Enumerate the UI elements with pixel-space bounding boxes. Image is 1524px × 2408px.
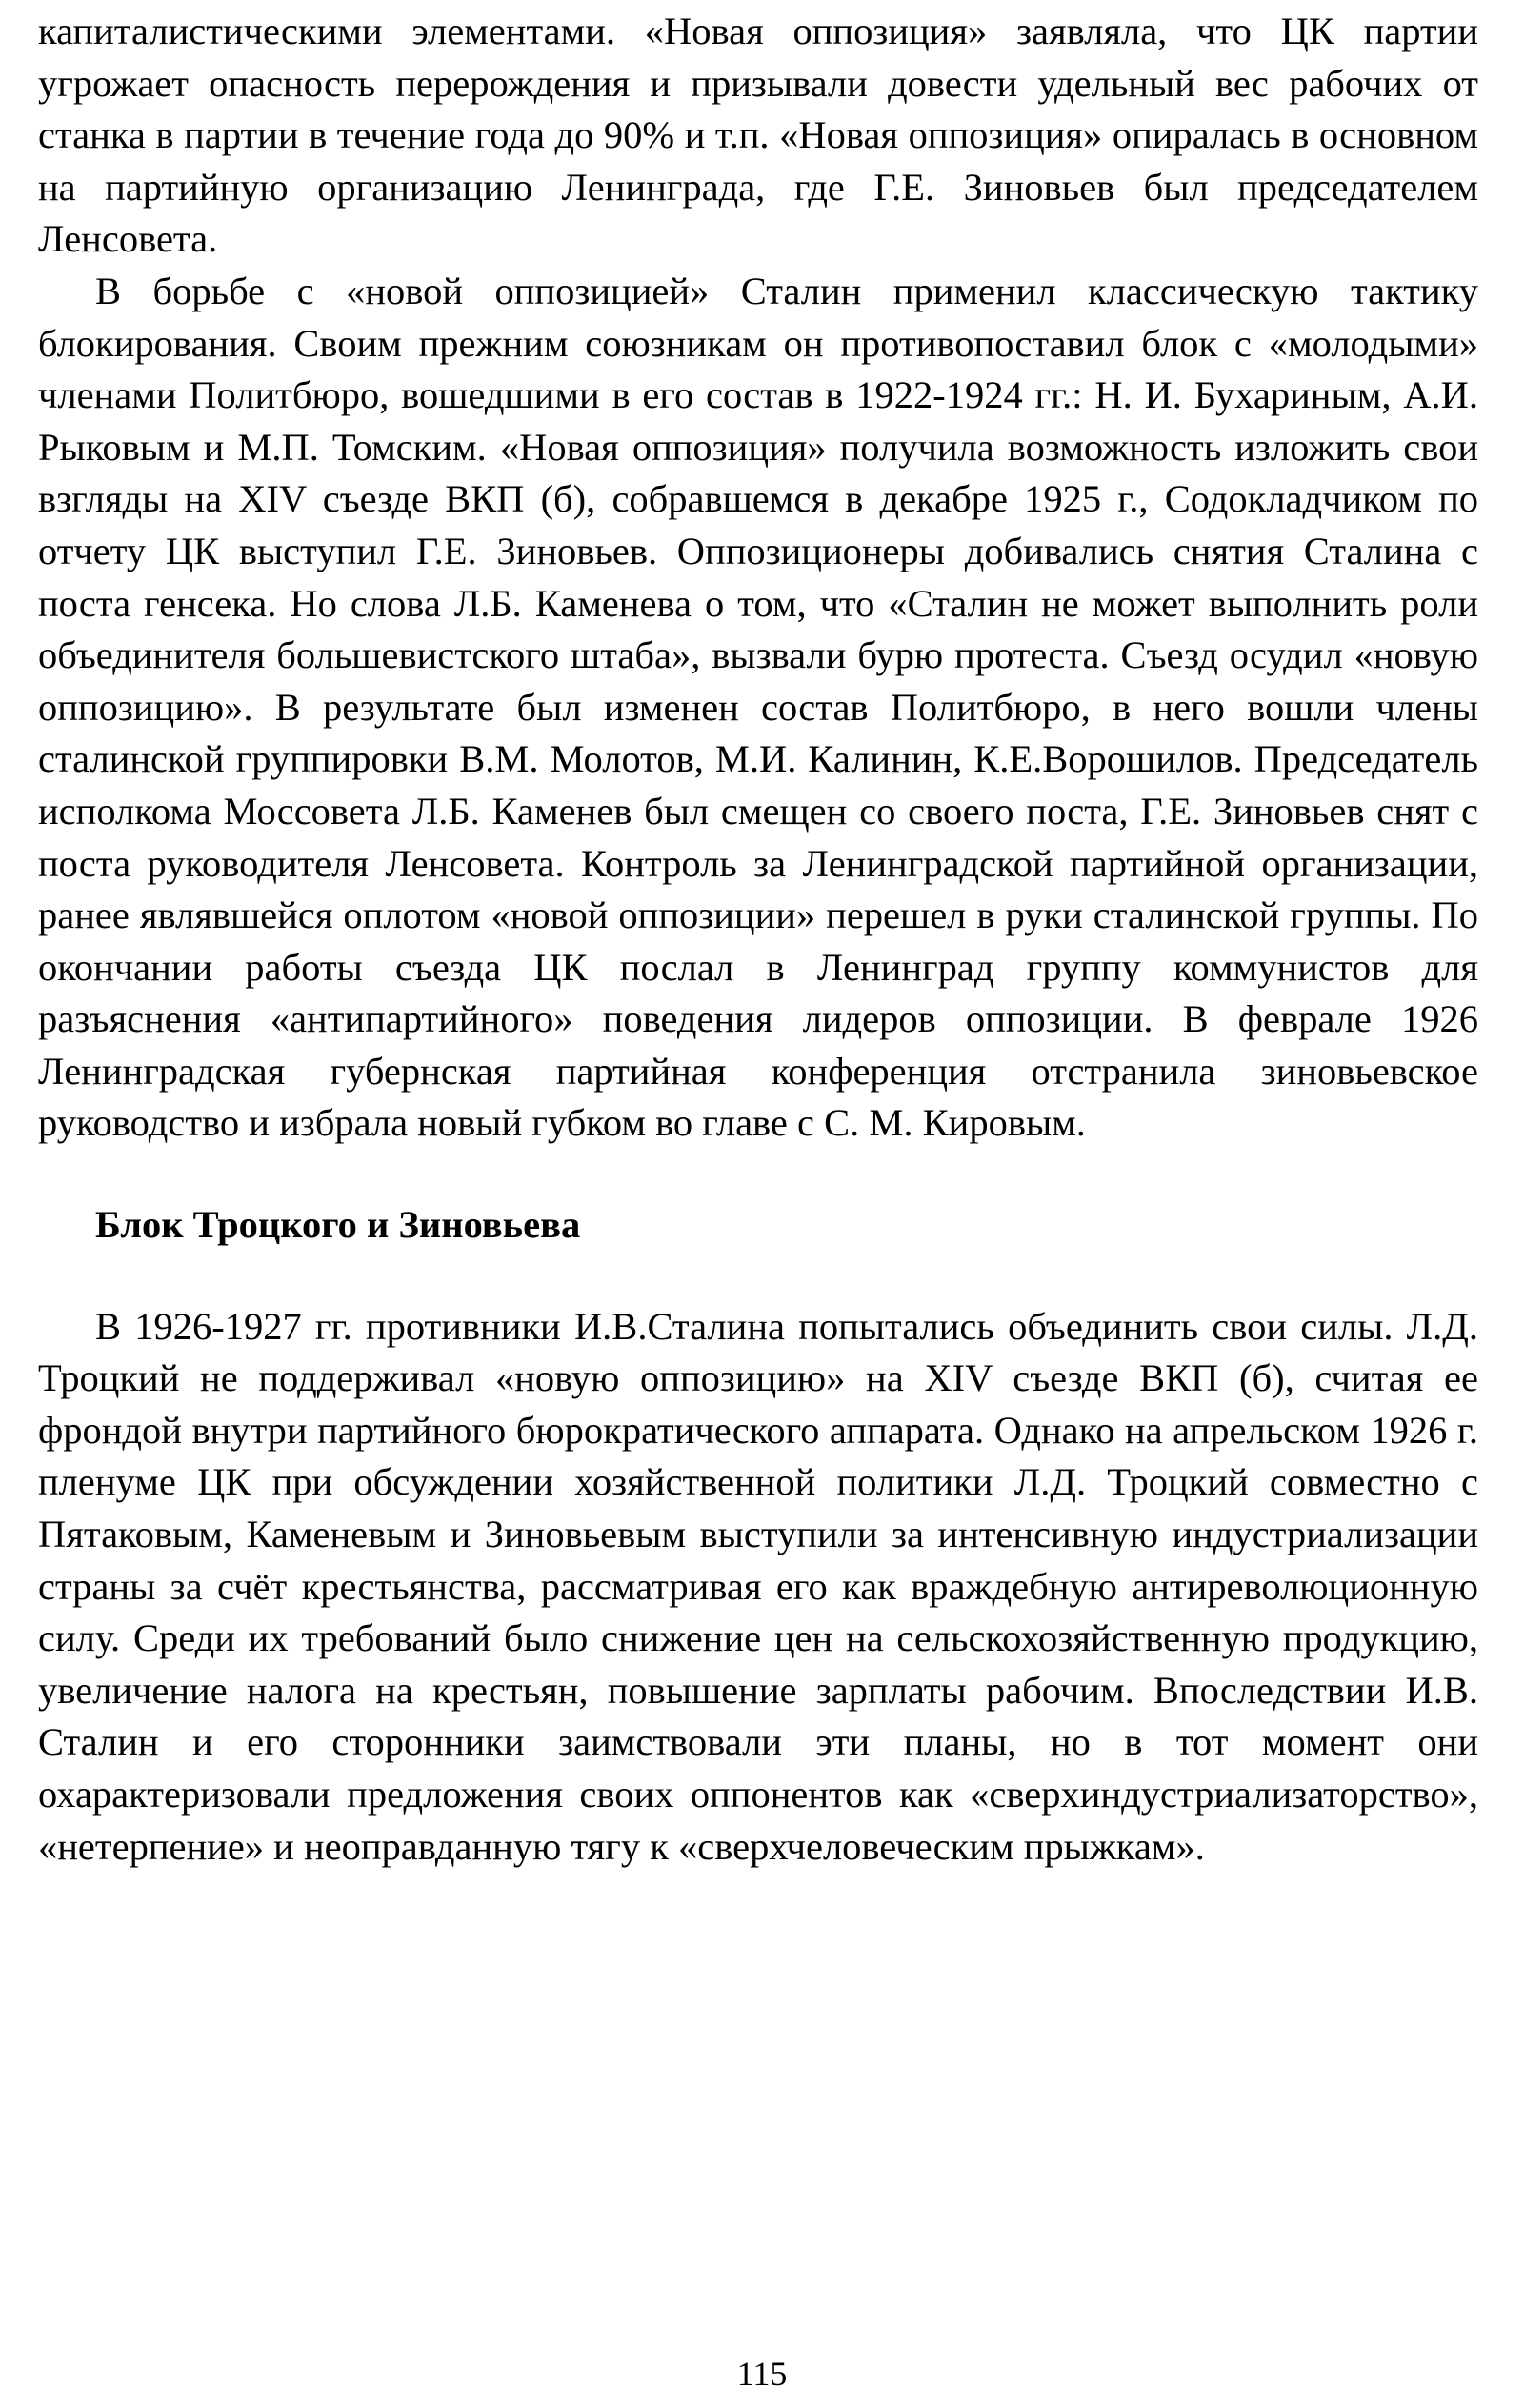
spacer bbox=[38, 1150, 1478, 1199]
paragraph-new-opposition-struggle: В борьбе с «новой оппозицией» Сталин применил классическую тактику блокирования. Своим прежним союзникам он противопоставил блок с «молодыми» членами Политбюро, вошедшими в его состав в 1922-1924 гг.: Н. И. Бухариным, А.И. Рыковым и М.П. Томским. «Новая оппозиция» получила возможность изложить свои взгляды на XIV съезде ВКП (б), собравшемся в декабре 1925 г., Содокладчиком по отчету ЦК выступил Г.Е. Зиновьев. Оппозиционеры добивались снятия Сталина с поста генсека. Но слова Л.Б. Каменева о том, что «Сталин не может выполнить роли объединителя большевистского штаба», вызвали бурю протеста. Съезд осудил «новую оппозицию». В результате был изменен состав Политбюро, в него вошли члены сталинской группировки В.М. Молотов, М.И. Калинин, К.Е.Ворошилов. Председатель исполкома Моссовета Л.Б. Каменев был смещен со своего поста, Г.Е. Зиновьев снят с поста руководителя Ленсовета. Контроль за Ленинградской партийной организации, ранее являвшейся оплотом «новой оппозиции» перешел в руки сталинской группы. По окончании работы съезда ЦК послал в Ленинград группу коммунистов для разъяснения «антипартийного» поведения лидеров оппозиции. В феврале 1926 Ленинградская губернская партийная конференция отстранила зиновьевское руководство и избрала новый губком во главе с С. М. Кировым. bbox=[38, 269, 1478, 1145]
document-page bbox=[38, 6, 1478, 1873]
spacer bbox=[38, 1252, 1478, 1301]
section-heading: Блок Троцкого и Зиновьева bbox=[95, 1203, 581, 1247]
page-number: 115 bbox=[736, 2355, 788, 2393]
paragraph-trotsky-zinoviev-bloc: В 1926-1927 гг. противники И.В.Сталина попытались объединить свои силы. Л.Д. Троцкий не поддерживал «новую оппозицию» на XIV съезде ВКП (б), считая ее фрондой внутри партийного бюрократического аппарата. Однако на апрельском 1926 г. пленуме ЦК при обсуждении хозяйственной политики Л.Д. Троцкий совместно с Пятаковым, Каменевым и Зиновьевым выступили за интенсивную индустриализации страны за счёт крестьянства, рассматривая его как враждебную антиреволюционную силу. Среди их требований было снижение цен на сельскохозяйственную продукцию, увеличение налога на крестьян, повышение зарплаты рабочим. Впоследствии И.В. Сталин и его сторонники заимствовали эти планы, но в тот момент они охарактеризовали предложения своих оппонентов как «сверхиндустриализаторство», «нетерпение» и неоправданную тягу к «сверхчеловеческим прыжкам». bbox=[38, 1304, 1478, 1868]
paragraph-continuation: капиталистическими элементами. «Новая оппозиция» заявляла, что ЦК партии угрожает опасность перерождения и призывали довести удельный вес рабочих от станка в партии в течение года до 90% и т.п. «Новая оппозиция» опиралась в основном на партийную организацию Ленинграда, где Г.Е. Зиновьев был председателем Ленсовета. bbox=[38, 10, 1478, 261]
